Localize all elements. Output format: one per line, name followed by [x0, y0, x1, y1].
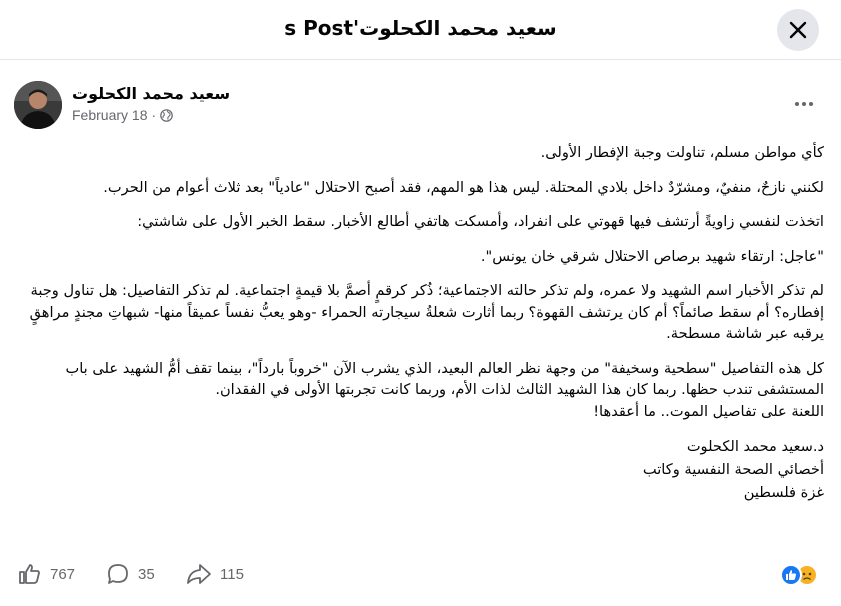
close-button[interactable]: [777, 9, 819, 51]
post-paragraph: لم تذكر الأخبار اسم الشهيد ولا عمره، ولم تذكر حالته الاجتماعية؛ ذُكر كرقمٍ أصمَّ بلا قيمةٍ اجتماعية. لم تذكر التفاصيل: هل تناول وجبة إفطاره؟ أم سقط صائماً؟ أم كان يرتشف القهوة؟ ربما أثارت شعلةُ سيجارته الحمراء -وهو يعبُّ نفساً عميقاً منها- شبهاتِ مجندٍ مراهقٍ يرقبه عبر شاشة مسطحة.: [29, 282, 824, 342]
share-button[interactable]: [186, 562, 244, 586]
reaction-summary[interactable]: [780, 564, 818, 586]
globe-icon: [160, 109, 173, 122]
post-meta: [72, 107, 173, 123]
like-reaction-icon: [780, 564, 802, 586]
post-text: [16, 142, 824, 504]
share-icon: [186, 562, 212, 586]
post-paragraph: كأي مواطن مسلم، تناولت وجبة الإفطار الأولى.: [540, 144, 824, 161]
post-header: [0, 60, 841, 138]
signature-line: د.سعيد محمد الكحلوت: [686, 438, 824, 455]
post-paragraph: كل هذه التفاصيل "سطحية وسخيفة" من وجهة نظر العالم البعيد، الذي يشرب الآن "خروباً بارداً"، بينما تقف أمُّ الشهيد على باب المستشفى تندب حظها. ربما كان هذا الشهيد الثالث لذات الأم، وربما كانت تجربتها الأولى في الفقدان.: [65, 359, 824, 398]
post-paragraph: اتخذت لنفسي زاويةً أرتشف فيها قهوتي على انفراد، وأمسكت هاتفي أطالع الأخبار. سقط الخبر الأول على شاشتي:: [137, 213, 824, 230]
like-count: 767: [50, 565, 76, 583]
more-options-button[interactable]: [786, 86, 822, 122]
post-date[interactable]: February 18: [72, 107, 148, 123]
like-icon: [18, 562, 42, 586]
more-icon: [794, 101, 814, 107]
post-footer: [0, 558, 841, 598]
close-icon: [788, 20, 808, 40]
author-name[interactable]: سعيد محمد الكحلوت: [72, 84, 231, 103]
share-count: 115: [220, 565, 244, 583]
comment-count: 35: [138, 565, 155, 583]
signature-line: أخصائي الصحة النفسية وكاتب: [642, 461, 824, 478]
comment-button[interactable]: [106, 562, 155, 586]
signature: [16, 435, 824, 504]
comment-icon: [106, 562, 130, 586]
post-paragraph: اللعنة على تفاصيل الموت.. ما أعقدها!: [593, 402, 824, 420]
meta-separator: ·: [151, 107, 157, 123]
avatar[interactable]: [14, 81, 62, 129]
post-dialog-header: [0, 0, 841, 60]
dialog-title: سعيد محمد الكحلوت's Post: [284, 16, 557, 40]
post-paragraph: "عاجل: ارتقاء شهيد برصاص الاحتلال شرقي خان يونس".: [480, 247, 824, 265]
post-paragraph: لكنني نازحٌ، منفيٌ، ومشرّدٌ داخل بلادي المحتلة. ليس هذا هو المهم، فقد أصبح الاحتلال "عادياً" بعد ثلاث أعوام من الحرب.: [103, 178, 824, 196]
like-button[interactable]: [18, 562, 75, 586]
signature-line: غزة فلسطين: [743, 484, 824, 501]
